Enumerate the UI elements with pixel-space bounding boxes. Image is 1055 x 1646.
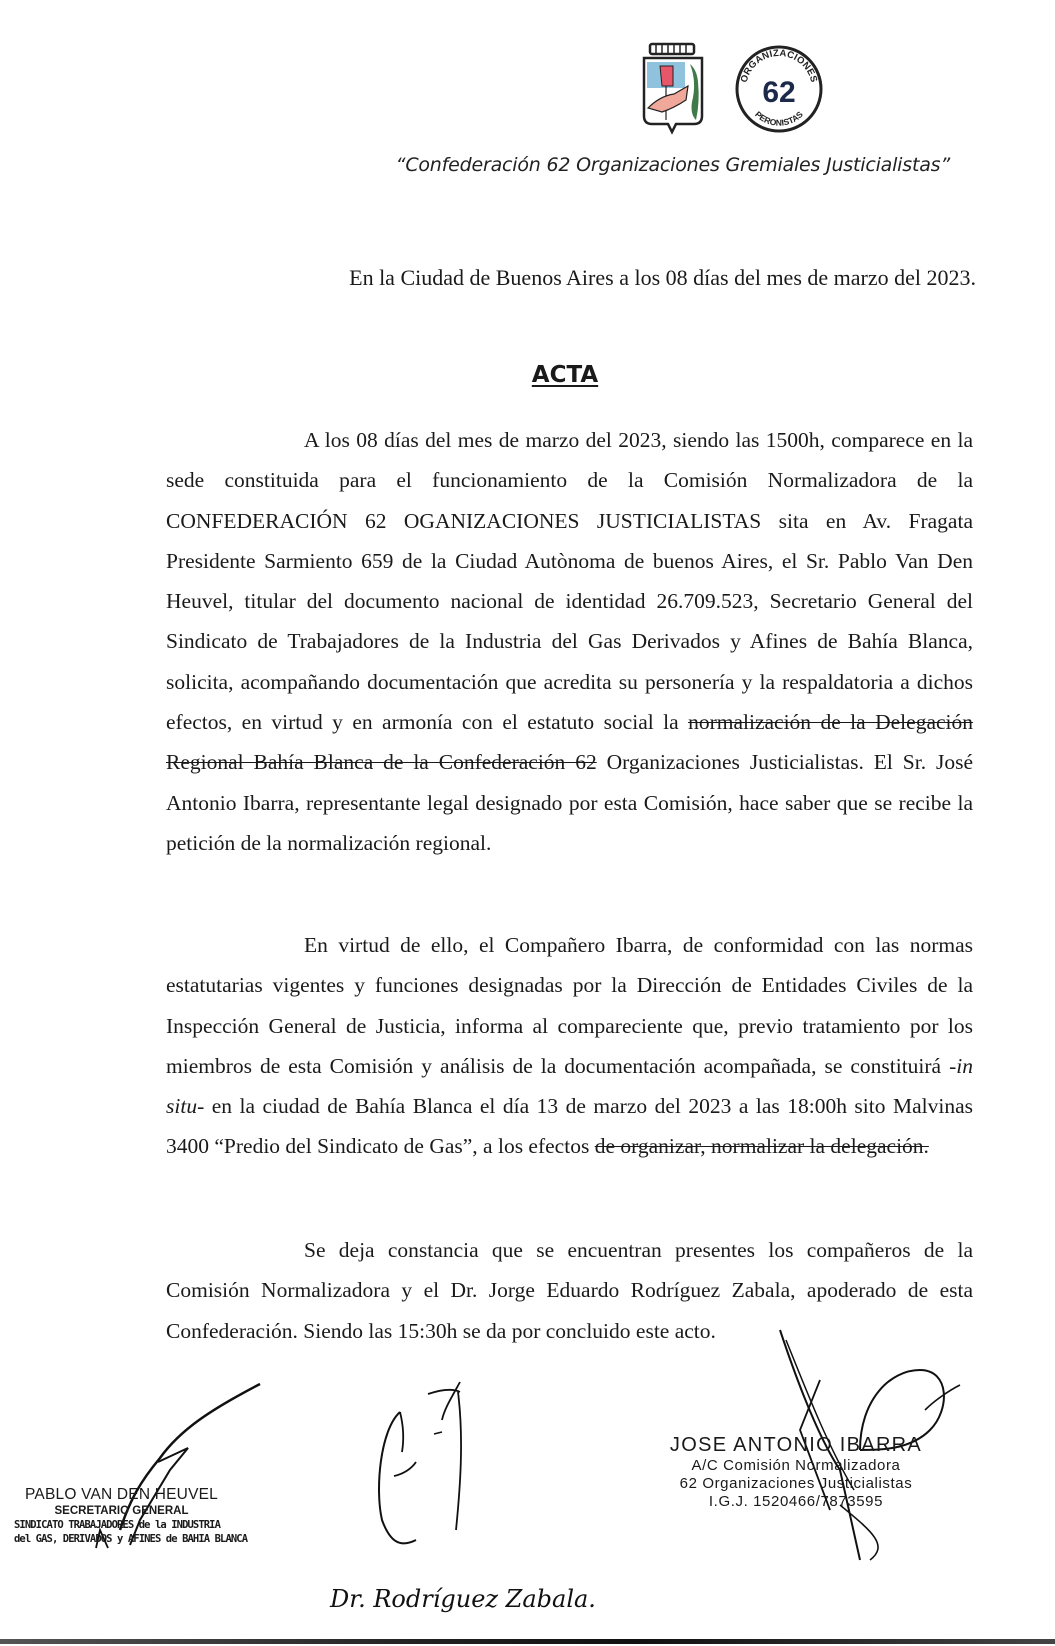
signer-org-left-line2: del GAS, DERIVADOS y AFINES de BAHIA BLANCA (14, 1533, 248, 1545)
document-title (0, 360, 1055, 390)
dateline: En la Ciudad de Buenos Aires a los 08 días del mes de marzo del 2023. (349, 265, 976, 290)
signer-line-2: 62 Organizaciones Justicialistas (679, 1475, 913, 1492)
paragraph-1-text: A los 08 días del mes de marzo del 2023, siendo las 1500h, comparece en la sede constituida para el funcionamiento de la Comisión Normalizadora de la CONFEDERACIÓN 62 OGANIZACIONES JUSTICIALISTAS sita en Av. Fragata Presidente Sarmiento 659 de la Ciudad Autònoma de buenos Aires, el Sr. Pablo Van Den Heuvel, titular del documento nacional de identidad 26.709.523, Secretario General del Sindicato de Trabajadores de la Industria del Gas Derivados y Afines de Bahía Blanca, solicita, acompañando documentación que acredita su personería y la respaldatoria a dichos efectos, en virtud y en armonía con el estatuto social la (166, 428, 973, 735)
62-organizaciones-seal (734, 44, 824, 134)
signature-center (360, 1380, 480, 1560)
title-text: ACTA (531, 362, 599, 388)
signer-line-1: A/C Comisión Normalizadora (691, 1457, 901, 1474)
signature-block-right (636, 1433, 956, 1511)
paragraph-3-text: Se deja constancia que se encuentran presentes los compañeros de la Comisión Normalizadora y el Dr. Jorge Eduardo Rodríguez Zabala, apoderado de esta Confederación. Siendo las 15:30h se da por concluido este acto. (166, 1238, 973, 1343)
paragraph-1-struck-text: normalización de la Delegación Regional Bahía Blanca de la Confederación 62 (166, 710, 974, 775)
seal-top-text: ORGANIZACIONES (738, 47, 820, 84)
signer-name-right: JOSE ANTONIO IBARRA (669, 1434, 923, 1456)
signer-role-left: SECRETARIO GENERAL (54, 1505, 189, 1517)
paragraph-2-italic: in situ (166, 1053, 973, 1119)
paragraph-2-text-mid: - en la ciudad de Bahía Blanca el día 13 de marzo del 2023 a las 18:00h sito Malvinas 3400 “Predio del Sindicato de Gas”, a los efectos (166, 1094, 973, 1159)
signature-block-left (14, 1486, 264, 1546)
paragraph-1-text-end: Organizaciones Justicialistas. El Sr. José Antonio Ibarra, representante legal designado por esta Comisión, hace saber que se recibe la petición de la normalización regional. (166, 750, 974, 855)
organization-slogan: “Confederación 62 Organizaciones Gremiales Justicialistas” (395, 154, 950, 176)
scan-edge-divider (0, 1639, 1055, 1644)
seal-bottom-text: PERONISTAS (753, 109, 805, 128)
signer-line-3: I.G.J. 1520466/7873595 (708, 1493, 884, 1510)
paragraph-2 (166, 925, 973, 1167)
signer-org-left-line1: SINDICATO TRABAJADORES de la INDUSTRIA (14, 1519, 221, 1531)
handwritten-name: Dr. Rodríguez Zabala. (330, 1585, 596, 1613)
paragraph-2-text: En virtud de ello, el Compañero Ibarra, de conformidad con las normas estatutarias vigentes y funciones designadas por la Dirección de Entidades Civiles de la Inspección General de Justicia, informa al compareciente que, previo tratamiento por los miembros de esta Comisión y análisis de la documentación acompañada, se constituirá - (166, 933, 973, 1078)
pj-shield-logo (640, 42, 706, 136)
seal-number: 62 (762, 76, 796, 109)
paragraph-2-struck-text: de organizar, normalizar la delegación. (594, 1134, 929, 1159)
paragraph-1 (166, 420, 973, 863)
signer-name-left: PABLO VAN DEN HEUVEL (25, 1486, 218, 1503)
